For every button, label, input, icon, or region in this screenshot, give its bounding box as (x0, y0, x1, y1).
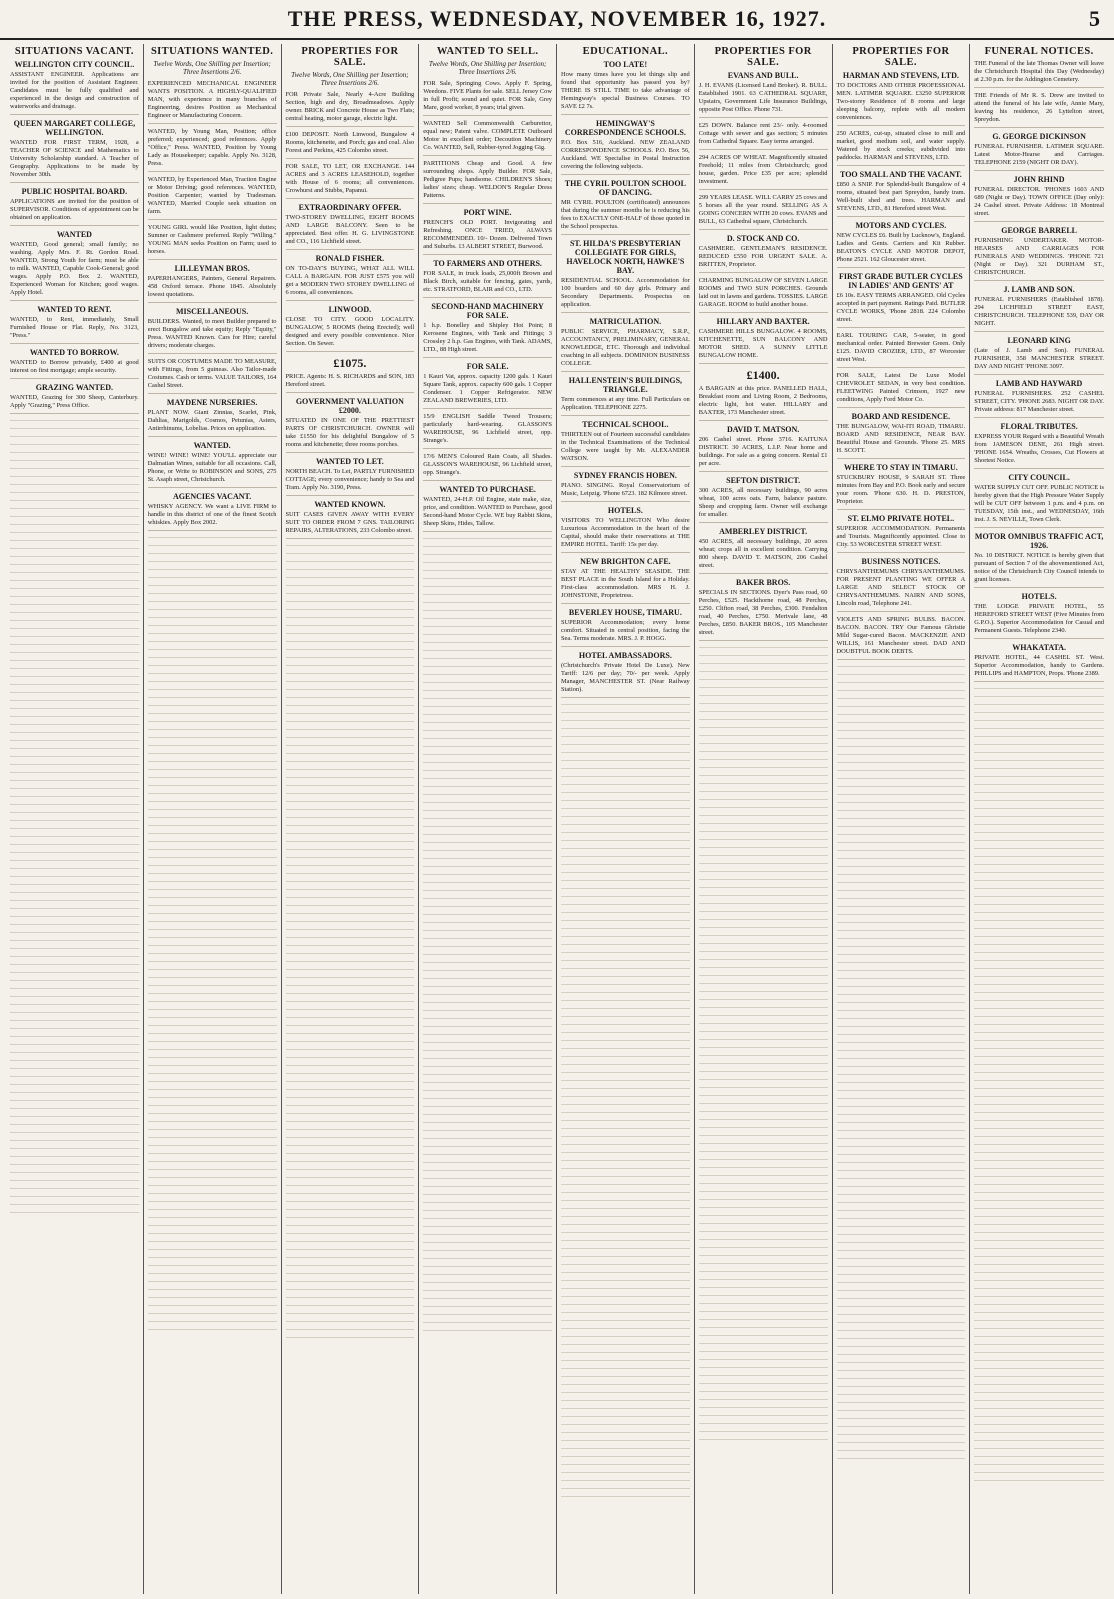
classified-ad: WINE! WINE! WINE! YOU'LL appreciate our Dalmatian Wines, suitable for all occasions. Call, Phone, or Write to ROBINSON and SONS, 275 St. Asaph street, Christchurch. (148, 452, 277, 488)
ad-heading: JOHN RHIND (1013, 175, 1065, 184)
ad-heading: THE CYRIL POULTON SCHOOL OF DANCING. (564, 179, 686, 197)
ad-heading: SYDNEY FRANCIS HOBEN. (573, 471, 677, 480)
classified-ad: (Christchurch's Private Hotel De Luxe). New Tariff: 12/6 per day; 70/- per week. Apply Manager, MANCHESTER ST. (Near Railway Station). (561, 662, 690, 698)
ad-heading: PUBLIC HOSPITAL BOARD. (21, 187, 128, 196)
classified-ad: (Late of J. Lamb and Son). FUNERAL FURNISHER, 358 MANCHESTER STREET. DAY AND NIGHT 'PHONE 3097. (974, 347, 1104, 375)
column-heading: FUNERAL NOTICES. (984, 46, 1094, 57)
classified-ad: 450 ACRES, all necessary buildings, 20 acres wheat; crops all in excellent condition. Carrying 800 sheep. DAVID T. MATSON, 206 Cashel street. (699, 538, 828, 574)
classified-ad: £6 10s. EASY TERMS ARRANGED. Old Cycles accepted in part payment. Ratings Paid. BUTLER CYCLE WORKS, 'Phone 2818. 224 Colombo street. (837, 292, 966, 328)
ad-heading: TOO SMALL AND THE VACANT. (840, 170, 962, 179)
classified-ad: WANTED, by Young Man, Position; office preferred; experienced; good references. Apply "Office," Press. WANTED, Position by Young Lady as Housekeeper; capable. Apply No. 3128, Press. (148, 128, 277, 172)
ad-heading: WHAKATATA. (1012, 643, 1067, 652)
classified-ad: YOUNG GIRL would like Position, light duties; Sumner or Cashmere preferred. Reply "Willing." YOUNG MAN seeks Position on Farm; used to horses. (148, 224, 277, 260)
column-heading: SITUATIONS VACANT. (14, 46, 134, 57)
classified-ad: EXPERIENCED MECHANICAL ENGINEER WANTS POSITION. A HIGHLY-QUALIFIED MAN, with experience in many branches of Engineering, desires Position as Mechanical Engineer or Manufacturing Concern. (148, 80, 277, 124)
classified-ad: CASHMERE. GENTLEMAN'S RESIDENCE. REDUCED £550 FOR URGENT SALE. A. BRITTEN, Proprietor. (699, 245, 828, 273)
classified-ad: WANTED FOR FIRST TERM, 1928, a TEACHER OF SCIENCE and Mathematics to University Scholarship standard. A Teacher of Geography. Applications to be made by November 30th. (10, 139, 139, 183)
classified-ad: TO DOCTORS AND OTHER PROFESSIONAL MEN. LATIMER SQUARE. £3250 SUPERIOR Two-storey Residence of 8 rooms and large sleeping balcony, replete with all modern conveniences. (837, 82, 966, 126)
classified-ad: PUBLIC SERVICE, PHARMACY, S.R.P., ACCOUNTANCY, PRELIMINARY, GENERAL KNOWLEDGE, ETC. Thorough and individual coaching in all subjects. DOMINION BUSINESS COLLEGE. (561, 328, 690, 372)
ad-heading: NEW BRIGHTON CAFE. (580, 557, 671, 566)
classified-ad: BUILDERS. Wanted, to meet Builder prepared to erect Bungalow and take equity; Reply "Equity," Press. WANTED Known. Cars for Hire; careful drivers; moderate charges. (148, 318, 277, 354)
column-8 (970, 44, 1108, 1594)
classified-ad: FOR Private Sale, Nearly 4-Acre Building Section, high and dry, Broadmeadows. Apply owner. BRICK and Concrete House as Two Flats; central heating, motor garage, electric light. (286, 91, 415, 127)
column-7 (833, 44, 971, 1594)
classified-ad: NEW CYCLES £6. Built by Lucknow's, England. Ladies and Gents. Carriers and Kit Rubber. BEATON'S CYCLE AND MOTOR DEPOT, Phone 2521. 162 Gloucester street. (837, 232, 966, 268)
column-4 (419, 44, 557, 1594)
classified-ad: 250 ACRES, cut-up, situated close to mill and market, good medium soil, and water supply. Watered by stock creeks; subdivided into paddocks. HARMAN and STEVENS, LTD. (837, 130, 966, 166)
ad-heading: RONALD FISHER. (315, 254, 385, 263)
classified-ad: 15/9 ENGLISH Saddle Tweed Trousers; particularly hard-wearing. GLASSON'S WAREHOUSE, 96 Lichfield street, opp. Strange's. (423, 413, 552, 449)
ad-heading: SEFTON DISTRICT. (726, 476, 801, 485)
column-rate-note: Twelve Words, One Shilling per Insertion; Three Insertions 2/6. (291, 71, 409, 87)
ad-heading: AGENCIES VACANT. (173, 492, 252, 501)
ad-heading: BOARD AND RESIDENCE. (851, 412, 951, 421)
ad-heading: G. GEORGE DICKINSON (992, 132, 1086, 141)
column-3 (282, 44, 420, 1594)
column-heading: SITUATIONS WANTED. (150, 46, 274, 57)
column-rate-note: Twelve Words, One Shilling per Insertion; Three Insertions 2/6. (153, 60, 271, 76)
ad-heading: DAVID T. MATSON. (726, 425, 800, 434)
classified-ad: THE Funeral of the late Thomas Owner will leave the Christchurch Hospital this Day (Wednesday) at 2.30 p.m. for the Addington Cemetery. (974, 60, 1104, 88)
dense-text-filler (699, 645, 828, 1445)
ad-heading: WELLINGTON CITY COUNCIL. (14, 60, 135, 69)
newspaper-title: THE PRESS, WEDNESDAY, NOVEMBER 16, 1927. (287, 6, 827, 31)
ad-heading: LILLEYMAN BROS. (174, 264, 250, 273)
classified-ad: FUNERAL FURNISHERS. 252 CASHEL STREET, CITY. 'PHONE 2683. NIGHT OR DAY. Private address: 817 Manchester street. (974, 390, 1104, 418)
ad-heading: BEVERLEY HOUSE, TIMARU. (568, 608, 682, 617)
classified-ad: EXPRESS YOUR Regard with a Beautiful Wreath from JAMESON DENE, 261 High street. 'PHONE 1654. Wreaths, Crosses, Cut Flowers at Shortest Notice. (974, 433, 1104, 469)
classified-ad: WANTED, by Experienced Man, Traction Engine or Motor Driving; good references. WANTED, Position Carpenter; wanted by Tradesman. WANTED, Married Couple seek situation on farm. (148, 176, 277, 220)
classified-ad: 1 h.p. Bonelley and Shipley Hot Point; 8 Kerosene Engines, with Tank and Fittings; 3 Crossley 2 h.p. Gas Engines, with Tank. ADAMS, LTD., 88 High street. (423, 322, 552, 358)
classified-ad: Term commences at any time. Full Particulars on Application. TELEPHONE 2275. (561, 396, 690, 416)
ad-heading: FLORAL TRIBUTES. (1000, 422, 1078, 431)
ad-heading: HARMAN AND STEVENS, LTD. (842, 71, 959, 80)
classified-ad: THE Friends of Mr R. S. Drew are invited to attend the funeral of his late wife, Annie Mary, leaving his residence, 26 Lyttelton street, Spreydon. (974, 92, 1104, 128)
ad-heading: MOTORS AND CYCLES. (855, 221, 947, 230)
classified-ad: WANTED, Grazing for 300 Sheep, Canterbury. Apply "Grazing," Press Office. (10, 394, 139, 414)
ad-heading: GRAZING WANTED. (35, 383, 113, 392)
classified-ad: TWO-STOREY DWELLING, EIGHT ROOMS AND LARGE BALCONY. Seen to be appreciated. Best offer. H. G. LIVINGSTONE and CO., 116 Lichfield street. (286, 214, 415, 250)
classified-ad: FURNISHING UNDERTAKER. MOTOR-HEARSES AND CARRIAGES FOR FUNERALS AND WEDDINGS. 'PHONE 721 (Night or Day). 321 DURHAM ST., CHRISTCHURCH. (974, 237, 1104, 281)
classified-ad: £25 DOWN. Balance rent 23/- only. 4-roomed Cottage with sewer and gas section; 5 minutes from Cathedral Square. Easy terms arranged. (699, 122, 828, 150)
classified-ad: THE LODGE PRIVATE HOTEL, 55 HEREFORD STREET WEST (Five Minutes from G.P.O.). Superior Accommodation for Casual and Permanent Guests. Telephone 2340. (974, 603, 1104, 639)
ad-heading: AMBERLEY DISTRICT. (719, 527, 808, 536)
classified-ad: EARL TOURING CAR, 5-seater, in good mechanical order. Painted Brewster Green. Only £125. DAVID CROZIER, LTD., 87 Worcester street West. (837, 332, 966, 368)
ad-heading: HOTELS. (1021, 592, 1057, 601)
ad-heading: WHERE TO STAY IN TIMARU. (844, 463, 958, 472)
classified-ad: CLOSE TO CITY. GOOD LOCALITY. BUNGALOW, 5 ROOMS (being Erected); well designed and every possible convenience. Nice Section. On Sewer. (286, 316, 415, 352)
ad-heading: WANTED. (193, 441, 231, 450)
classified-ad: PLANT NOW. Giant Zinnias, Scarlet, Pink, Dahlias, Marigolds, Cosmos, Petunias, Asters, Antirrhinums, Lobelias. Prices on application. (148, 409, 277, 437)
column-heading: WANTED TO SELL. (436, 46, 539, 57)
classified-ad: ON TO-DAY'S BUYING, WHAT ALL WILL CALL A BARGAIN. FOR JUST £575 you will get a MODERN TWO STOREY DWELLING of 6 rooms, all conveniences. (286, 265, 415, 301)
classified-ad: WANTED, 24-H.P. Oil Engine, state make, size, price, and condition. WANTED to Purchase, good Second-hand Motor Cycle. WE buy Rabbit Skins, Sheep Skins, Hides, Tallow. (423, 496, 552, 532)
column-6 (695, 44, 833, 1594)
classified-ad: SUITS OR COSTUMES MADE TO MEASURE, with Fittings, from 5 guineas. Also Tailor-made Costumes. Cash or terms. VALUE TAILORS, 164 Cashel Street. (148, 358, 277, 394)
ad-heading: GOVERNMENT VALUATION £2000. (295, 397, 404, 415)
classified-ad: WANTED, Good general; small family; no washing. Apply Mrs. F. Rt. Gordon Road. WANTED, Strong Youth for farm; must be able to milk. WANTED, Capable Cook-General; good wages. Apply P.O. Box 2. WANTED, Experienced Woman for Kitchen; good wages. Apply Hotel. (10, 241, 139, 301)
dense-text-filler (286, 543, 415, 1343)
ad-heading: FIRST GRADE BUTLER CYCLES IN LADIES' AND GENTS' AT (839, 272, 963, 290)
ad-heading: HEMINGWAY'S CORRESPONDENCE SCHOOLS. (564, 119, 686, 137)
classified-ad: 17/6 MEN'S Coloured Rain Coats, all Shades. GLASSON'S WAREHOUSE, 96 Lichfield street, opp. Strange's. (423, 453, 552, 481)
column-heading: PROPERTIES FOR SALE. (301, 46, 399, 68)
classified-ad: THIRTEEN out of Fourteen successful candidates in the Technical Examinations of the Technical College were taught by Mr. ALEXANDER WATSON. (561, 431, 690, 467)
ad-heading: WANTED TO RENT. (37, 305, 112, 314)
ad-heading: WANTED (56, 230, 92, 239)
ad-heading: J. LAMB AND SON. (1003, 285, 1075, 294)
classified-ad: SUPERIOR ACCOMMODATION. Permanents and Tourists. Magnificently appointed. Close to City. 53 WORCESTER STREET WEST. (837, 525, 966, 553)
ad-heading: EXTRAORDINARY OFFER. (298, 203, 402, 212)
ad-heading: ST. HILDA'S PRESBYTERIAN COLLEGIATE FOR GIRLS, HAVELOCK NORTH, HAWKE'S BAY. (566, 239, 685, 275)
ad-heading: LEONARD KING (1007, 336, 1071, 345)
masthead (0, 0, 1114, 40)
dense-text-filler (837, 664, 966, 1464)
dense-text-filler (10, 418, 139, 1218)
ad-heading: FOR SALE. (466, 362, 509, 371)
classified-ad: J. H. EVANS (Licensed Land Broker). R. BULL. Established 1901. 63 CATHEDRAL SQUARE, Upstairs, Government Life Insurance Buildings, opposite Post Office. Phone 731. (699, 82, 828, 118)
classified-ad: 300 ACRES, all necessary buildings, 90 acres wheat, 100 acres oats. Farm, balance pasture. Sheep and cropping farm. Owner will exchange for smaller. (699, 487, 828, 523)
ad-heading: QUEEN MARGARET COLLEGE, WELLINGTON. (13, 119, 136, 137)
ad-heading: LINWOOD. (328, 305, 372, 314)
classified-ad: VIOLETS AND SPRING BULBS. BACON. BACON. BACON. TRY Our Famous Ghristie Mild Sugar-cured Bacon. MACKENZIE AND WILLIS, 161 Manchester street. DAD AND DOUBTFUL BOOK DEBTS. (837, 616, 966, 660)
dense-text-filler (148, 535, 277, 1335)
classified-ad: APPLICATIONS are invited for the position of SUPERVISOR. Conditions of appointment can be obtained on application. (10, 198, 139, 226)
ad-heading: MAYDENE NURSERIES. (166, 398, 258, 407)
ad-heading: TECHNICAL SCHOOL. (582, 420, 669, 429)
dense-text-filler (974, 686, 1104, 1486)
column-5 (557, 44, 695, 1594)
ad-heading: SECOND-HAND MACHINERY FOR SALE. (431, 302, 544, 320)
classified-ad: How many times have you let things slip and found that opportunity has passed you by? THERE IS STILL TIME to take advantage of Hemingway's special Business Courses. TO SAVE £2 7s. (561, 71, 690, 115)
ad-heading: TOO LATE! (603, 60, 648, 69)
classified-ad: FOR SALE, TO LET, OR EXCHANGE. 144 ACRES and 3 ACRES LEASEHOLD, together with House of 6 rooms; all conveniences. Crowhurst and Stubbs, Papanui. (286, 163, 415, 199)
classified-ad: FOR SALE, Latest De Luxe Model CHEVROLET SEDAN, in very best condition. FLEETWING Painted Crimson, 1927 new conditions, Apply Ford Motor Co. (837, 372, 966, 408)
classified-ad: FUNERAL DIRECTOR. 'PHONES 1603 AND 689 (Night or Day). TOWN OFFICE (Day only): 24 Cashel street. Private Address: 18 Montreal street. (974, 186, 1104, 222)
classified-ad: FUNERAL FURNISHER. LATIMER SQUARE. Latest Motor-Hearse and Carriages. TELEPHONE 2159 (NIGHT OR DAY). (974, 143, 1104, 171)
page-number: 5 (1089, 6, 1100, 31)
classified-ad: PRIVATE HOTEL, 44 CASHEL ST. West. Superior Accommodation, handy to Gardens. PHILLIPS and HAMPTON, Props. 'Phone 2389. (974, 654, 1104, 682)
classified-ad: FOR Sale, Springing Cows. Apply F. Spring, Weedons. FIVE Plants for sale. SELL Jersey Cow in full Profit; sound and quiet. FOR Sale, Grey Mare, good worker, 8 years; trial given. (423, 80, 552, 116)
classified-ad: SUPERIOR Accommodation; every home comfort. Situated in central position, facing the Sea. Terms moderate. MRS. J. P. HOGG. (561, 619, 690, 647)
classified-ad: FUNERAL FURNISHERS (Established 1878). 294 LICHFIELD STREET EAST, CHRISTCHURCH. TELEPHONE 539, DAY OR NIGHT. (974, 296, 1104, 332)
ad-heading: HOTELS. (607, 506, 643, 515)
classified-ad: 1 Kauri Vat, approx. capacity 1200 gals. 1 Kauri Square Tank, approx. capacity 600 gals. 1 Copper Condenser. 1 Copper Refrigerator. NEW ZEALAND BREWERIES, LTD. (423, 373, 552, 409)
classified-ad: PARTITIONS Cheap and Good. A few surrounding shops. Apply Builder. FOR Sale, Pedigree Pups; handsome. CHILDREN'S Shoes; ladies' sizes; cheap. WELDON'S Regular Dress Patterns. (423, 160, 552, 204)
classified-ad: SUIT CASES GIVEN AWAY WITH EVERY SUIT TO ORDER FROM 7 GNS. TAILORING REPAIRS, ALTERATIONS, 233 Colombo street. (286, 511, 415, 539)
ad-heading: EVANS AND BULL. (727, 71, 799, 80)
ad-heading: MATRICULATION. (589, 317, 662, 326)
column-heading: PROPERTIES FOR SALE. (852, 46, 950, 68)
classified-ad: ASSISTANT ENGINEER. Applications are invited for the position of Assistant Engineer. Candidates must be fully qualified and experienced in the design and construction of waterworks and drainage. (10, 71, 139, 115)
classified-ad: RESIDENTIAL SCHOOL. Accommodation for 100 boarders and 60 day girls. Primary and Secondary Departments. Prospectus on application. (561, 277, 690, 313)
ad-heading: MISCELLANEOUS. (176, 307, 249, 316)
classified-ad: THE BUNGALOW, WAI-ITI ROAD, TIMARU. BOARD AND RESIDENCE, NEAR BAY. Beautiful House and Grounds. 'Phone 25. MRS H. SCOTT. (837, 423, 966, 459)
classified-ad: WANTED, to Rent, immediately, Small Furnished House or Flat. Reply, No. 3123, "Press." (10, 316, 139, 344)
ad-heading: ST. ELMO PRIVATE HOTEL. (847, 514, 955, 523)
classified-ad: PAPERHANGERS, Painters, General Repairers. 458 Oxford terrace. Phone 1845. Absolutely lowest quotations. (148, 275, 277, 303)
classified-ad: FRENCH'S OLD PORT. Invigorating and Refreshing. ONCE TRIED, ALWAYS RECOMMENDED. 10/- Dozen. Delivered Town and Suburbs. 13 ALBERT STREET, Burwood. (423, 219, 552, 255)
dense-text-filler (561, 702, 690, 1502)
classified-ad: VISITORS TO WELLINGTON Who desire Luxurious Accommodation in the heart of the Capital, should make their reservations at THE EMPIRE HOTEL. Tariff: 15s per day. (561, 517, 690, 553)
ad-heading: TO FARMERS AND OTHERS. (433, 259, 542, 268)
classified-ad: £850 A SNIP. For Splendid-built Bungalow of 4 rooms, situated best part Spreydon, handy tram. Well-built shed and trees. HARMAN and STEVENS, LTD., 81 Hereford street West. (837, 181, 966, 217)
ad-heading: WANTED TO LET. (315, 457, 384, 466)
classified-ad: CASHMERE HILLS BUNGALOW. 4 ROOMS, KITCHENETTE, SUN BALCONY AND MOTOR SHED. A SUNNY LITTLE BUNGALOW HOME. (699, 328, 828, 364)
ad-heading: WANTED TO PURCHASE. (439, 485, 536, 494)
ad-heading: MOTOR OMNIBUS TRAFFIC ACT, 1926. (974, 532, 1104, 550)
column-heading: EDUCATIONAL. (582, 46, 669, 57)
classified-ad: P.O. Box 516, Auckland. NEW ZEALAND CORRESPONDENCE SCHOOLS. P.O. Box 56, Auckland. WE Specialise in Postal Instruction covering the following subjects. (561, 139, 690, 175)
ad-heading: HOTEL AMBASSADORS. (578, 651, 672, 660)
classified-ad: SPECIALS IN SECTIONS. Dyer's Pass road, 60 Perches, £525. Hackthorne road, 48 Perches, £250. Clifton road, 38 Perches, £300. Fendalton road, 40 Perches, £750. Merivale lane, 48 Perches, £850. BAKER BROS., 105 Manchester street. (699, 589, 828, 641)
ad-heading: CITY COUNCIL. (1008, 473, 1070, 482)
ad-price: £1400. (746, 368, 780, 382)
classified-ad: WHISKY AGENCY. We want a LIVE FIRM to handle in this district of one of the finest Scotch whiskies. Apply Box 2002. (148, 503, 277, 531)
classified-ad: CHRYSANTHEMUMS CHRYSANTHEMUMS. FOR PRESENT PLANTING WE OFFER A LARGE AND SELECT STOCK OF CHRYSANTHEMUMS. NAIRN AND SONS, Lincoln road, Telephone 241. (837, 568, 966, 612)
classified-ad: STUCKBURY HOUSE, 9 SARAH ST. Three minutes from Bay and P.O. Book early and secure your room. 'Phone 630. H. D. PRESTON, Proprietor. (837, 474, 966, 510)
classified-ad: CHARMING BUNGALOW OF SEVEN LARGE ROOMS and TWO SUN PORCHES. Grounds laid out in lawns and gardens. TOSSIES. LARGE GARAGE. ROOM to build another house. (699, 277, 828, 313)
ad-heading: GEORGE BARRELL (1001, 226, 1078, 235)
classified-ad: 206 Cashel street. Phone 3716. KAITUNA DISTRICT. 30 ACRES, L.I.P. Near home and buildings. For sale as a going concern. Rental £1 per acre. (699, 436, 828, 472)
classified-ad: 294 ACRES OF WHEAT. Magnificently situated Freehold; 11 miles from Christchurch; good house, garden. Price £35 per acre; splendid investment. (699, 154, 828, 190)
classified-ad: £100 DEPOSIT. North Linwood, Bungalow 4 Rooms, kitchenette, and Porch; gas and coal. Also Forest and Perkins, 425 Colombo street. (286, 131, 415, 159)
ad-heading: BUSINESS NOTICES. (861, 557, 941, 566)
classified-ad: WANTED Sell Commonwealth Carburettor, equal new; Patent valve. COMPLETE Outboard Motor in excellent order; Decoution Machinery Co. WANTED, Sell, Rubber-tyred Jogging Gig. (423, 120, 552, 156)
classified-ad: WATER SUPPLY CUT OFF. PUBLIC NOTICE is hereby given that the High Pressure Water Supply will be CUT OFF between 1 p.m. and 4 p.m. on TUESDAY, 15th inst., and WEDNESDAY, 16th inst. J. S. NEVILLE, Town Clerk. (974, 484, 1104, 528)
column-heading: PROPERTIES FOR SALE. (714, 46, 812, 68)
ad-heading: BAKER BROS. (736, 578, 791, 587)
classified-ad: PIANO. SINGING. Royal Conservatorium of Music, Leipzig. 'Phone 6723. 182 Kilmore street. (561, 482, 690, 502)
classified-ad: WANTED to Borrow privately, £400 at good interest on first mortgage; ample security. (10, 359, 139, 379)
column-2 (144, 44, 282, 1594)
classified-ad: SITUATED IN ONE OF THE PRETTIEST PARTS OF CHRISTCHURCH. OWNER will take £1550 for his delightful Bungalow of 5 rooms and kitchenette; three rooms porches. (286, 417, 415, 453)
column-1 (6, 44, 144, 1594)
ad-heading: D. STOCK AND CO. (726, 234, 800, 243)
classified-ad: PRICE. Agents: H. S. RICHARDS and SON, 183 Hereford street. (286, 373, 415, 393)
ad-heading: WANTED KNOWN. (314, 500, 386, 509)
dense-text-filler (423, 536, 552, 1336)
classified-ad: FOR SALE, in truck loads, 25,000ft Brown and Black Birch, suitable for fencing, gates, yards, etc. STRATFORD, BLAIR and CO., LTD. (423, 270, 552, 298)
ad-heading: LAMB AND HAYWARD (995, 379, 1083, 388)
classified-ad: 299 YEARS LEASE. WILL CARRY 25 cows and 5 horses all the year round. SELLING AS A GOING CONCERN WITH 20 cows. EVANS and BULL, 63 Cathedral square, Christchurch. (699, 194, 828, 230)
ad-heading: HALLENSTEIN'S BUILDINGS, TRIANGLE. (568, 376, 683, 394)
classified-ad: A BARGAIN at this price. PANELLED HALL, Breakfast room and Living Room, 2 Bedrooms, electric light, hot water. HILLARY and BAXTER, 173 Manchester street. (699, 385, 828, 421)
ad-price: £1075. (333, 356, 367, 370)
classified-ad: No. 10 DISTRICT. NOTICE is hereby given that pursuant of Section 7 of the abovementioned Act, notice of the Christchurch City Council intends to grant licenses. (974, 552, 1104, 588)
ad-heading: HILLARY AND BAXTER. (716, 317, 810, 326)
classified-ad: STAY AT THE HEALTHY SEASIDE. THE BEST PLACE in the South Island for a Holiday. First-class accommodation. MRS H. J. JOHNSTONE, Proprietress. (561, 568, 690, 604)
ad-heading: WANTED TO BORROW. (29, 348, 119, 357)
column-rate-note: Twelve Words, One Shilling per Insertion; Three Insertions 2/6. (428, 60, 547, 76)
classified-ad: MR CYRIL POULTON (certificated) announces that during the summer months he is reducing his fees to EXACTLY ONE-HALF of those quoted in the School prospectus. (561, 199, 690, 235)
ad-heading: PORT WINE. (463, 208, 512, 217)
classified-ad: NORTH BEACH. To Let, PARTLY FURNISHED COTTAGE; every convenience; handy to Sea and Tram. Apply No. 3190, Press. (286, 468, 415, 496)
column-grid (6, 44, 1108, 1594)
